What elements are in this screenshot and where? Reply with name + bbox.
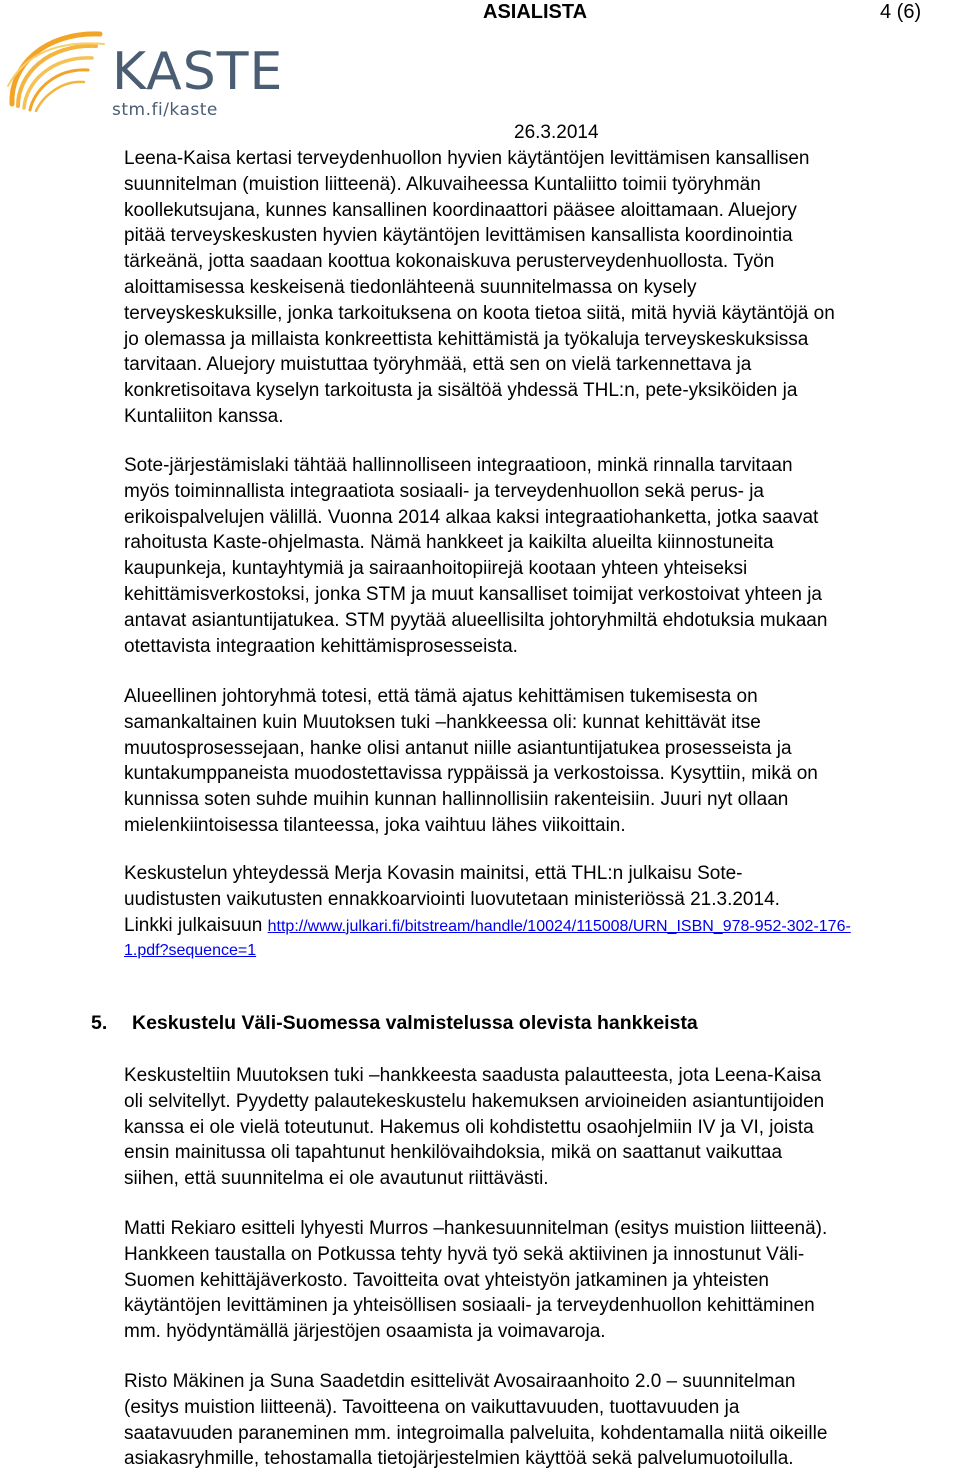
section-title: Keskustelu Väli-Suomessa valmistelussa olevista hankkeista xyxy=(132,1012,698,1034)
text-line: Leena-Kaisa kertasi terveydenhuollon hyvien käytäntöjen levittämisen kansallisen xyxy=(124,148,810,169)
text-line: Risto Mäkinen ja Suna Saadetdin esittelivät Avosairaanhoito 2.0 – suunnitelman xyxy=(124,1371,796,1392)
text-line: Alueellinen johtoryhmä totesi, että tämä ajatus kehittämisen tukemisesta on xyxy=(124,686,758,707)
text-line: tarvitaan. Aluejory muistuttaa työryhmää, että sen on vielä tarkennettava ja xyxy=(124,354,752,376)
text-line: konkretisoitava kyselyn tarkoitusta ja sisältöä yhdessä THL:n, pete-yksiköiden ja xyxy=(124,380,798,402)
text-line: Matti Rekiaro esitteli lyhyesti Murros –hankesuunnitelman (esitys muistion liitteenä). xyxy=(124,1218,828,1239)
text-line: kunnissa soten suhde muihin kunnan hallinnollisiin rakenteisiin. Juuri nyt ollaan xyxy=(124,789,789,811)
text-line: oli selvitellyt. Pyydetty palautekeskustelu hakemuksen arvioineiden asiantuntijoiden xyxy=(124,1090,825,1112)
link-intro: Linkki julkaisuun xyxy=(124,914,268,936)
text-line: uudistusten vaikutusten ennakkoarviointi luovutetaan ministeriössä 21.3.2014. xyxy=(124,888,780,910)
text-line: asiakasryhmille, tehostamalla tietojärjestelmien käyttöä sekä palvelumuotoilulla. xyxy=(124,1448,794,1470)
text-line xyxy=(124,939,960,961)
text-line: tärkeänä, jotta saadaan koottua kokonaiskuva perusterveydenhuollosta. Työn xyxy=(124,251,775,273)
page-number: 4 (6) xyxy=(880,1,922,23)
text-line: kuntakumppaneista muodostettavissa ryppäissä ja verkostoissa. Kysyttiin, mikä on xyxy=(124,763,818,785)
text-line: ensin mainitussa oli tapahtunut henkilövaihdoksia, mikä on saattanut vaikuttaa xyxy=(124,1142,783,1164)
paragraph-3 xyxy=(124,684,960,839)
section-number: 5. xyxy=(91,1012,108,1034)
text-line: Sote-järjestämislaki tähtää hallinnolliseen integraatioon, minkä rinnalla tarvitaan xyxy=(124,455,793,476)
text-line: terveyskeskuksille, jonka tarkoituksena on koota tietoa siitä, mitä hyviä käytäntöjä on xyxy=(124,302,835,324)
document-type: ASIALISTA xyxy=(483,1,588,23)
paragraph-6 xyxy=(124,1216,960,1345)
text-line: aloittamisessa keskeisenä tiedonlähteenä suunnitelmassa on kysely xyxy=(124,276,697,298)
text-line xyxy=(124,913,960,940)
section-5-heading xyxy=(91,1011,698,1035)
paragraph-2 xyxy=(124,453,960,659)
text-line: pitää terveyskeskusten hyvien käytäntöjen levittämisen kansallista koordinointia xyxy=(124,225,793,247)
text-line: Suomen kehittäjäverkosto. Tavoitteita ovat yhteistyön jatkaminen ja yhteisten xyxy=(124,1269,769,1291)
text-line: kaupunkeja, kuntayhtymiä ja sairaanhoitopiirejä kootaan yhteen yhteiseksi xyxy=(124,558,748,580)
text-line: erikoispalvelujen välillä. Vuonna 2014 alkaa kaksi integraatiohanketta, jotka saavat xyxy=(124,506,819,528)
text-line: (esitys muistion liitteenä). Tavoitteena on vaikuttavuuden, tuottavuuden ja xyxy=(124,1396,740,1418)
document-date: 26.3.2014 xyxy=(514,122,599,143)
paragraph-5 xyxy=(124,1063,960,1192)
paragraph-7 xyxy=(124,1369,960,1472)
text-line: Keskustelun yhteydessä Merja Kovasin mainitsi, että THL:n julkaisu Sote- xyxy=(124,863,743,884)
kaste-swirl-icon xyxy=(4,26,114,112)
text-line: kanssa ei ole vielä toteutunut. Hakemus oli kohdistettu osaohjelmiin IV ja VI, joista xyxy=(124,1116,814,1138)
publication-link[interactable]: http://www.julkari.fi/bitstream/handle/10024/115008/URN_ISBN_978-952-302-176- xyxy=(267,917,851,935)
text-line: mielenkiintoisessa tilanteessa, joka vaihtuu lähes viikoittain. xyxy=(124,814,626,836)
text-line: koollekutsujana, kunnes kansallinen koordinaattori pääsee aloittamaan. Aluejory xyxy=(124,199,797,221)
text-line: mm. hyödyntämällä järjestöjen osaamista ja voimavaroja. xyxy=(124,1321,606,1343)
logo-wordmark: KASTE xyxy=(112,42,284,102)
text-line: myös toiminnallista integraatiota sosiaali- ja terveydenhuollon sekä perus- ja xyxy=(124,480,764,502)
text-line: antavat asiantuntijatukea. STM pyytää alueellisilta johtoryhmiltä ehdotuksia mukaan xyxy=(124,609,828,631)
kaste-logo xyxy=(4,26,284,120)
text-line: samankaltainen kuin Muutoksen tuki –hankkeessa oli: kunnat kehittävät itse xyxy=(124,711,761,733)
text-line: jo olemassa ja millaista konkreettista kehittämistä ja työkaluja terveyskeskuksissa xyxy=(124,328,809,350)
text-line: saatavuuden paraneminen mm. integroimalla palveluita, kohdentamalla niitä oikeille xyxy=(124,1422,828,1444)
text-line: kehittämisverkostoksi, jonka STM ja muut kansalliset toimijat verkostoivat yhteen ja xyxy=(124,583,822,605)
text-line: Keskusteltiin Muutoksen tuki –hankkeesta saadusta palautteesta, jota Leena-Kaisa xyxy=(124,1065,822,1086)
text-line: otettavista integraation kehittämisprosesseista. xyxy=(124,635,518,657)
paragraph-1 xyxy=(124,146,960,430)
publication-link-continued[interactable]: 1.pdf?sequence=1 xyxy=(124,942,257,960)
logo-url: stm.fi/kaste xyxy=(112,100,218,120)
text-line: suunnitelman (muistion liitteenä). Alkuvaiheessa Kuntaliitto toimii työryhmän xyxy=(124,173,761,195)
text-line: Hankkeen taustalla on Potkussa tehty hyvä työ sekä aktiivinen ja innostunut Väli- xyxy=(124,1243,805,1265)
text-line: käytäntöjen levittäminen ja yhteisöllisen sosiaali- ja terveydenhuollon kehittäminen xyxy=(124,1295,815,1317)
text-line: muutosprosessejaan, hanke olisi antanut niille asiantuntijatukea prosesseista ja xyxy=(124,737,792,759)
text-line: rahoitusta Kaste-ohjelmasta. Nämä hankkeet ja kaikilta alueilta kiinnostuneita xyxy=(124,532,774,554)
paragraph-4 xyxy=(124,861,960,961)
text-line: siihen, että suunnitelma ei ole avautunut riittävästi. xyxy=(124,1168,549,1190)
text-line: Kuntaliiton kanssa. xyxy=(124,405,284,427)
